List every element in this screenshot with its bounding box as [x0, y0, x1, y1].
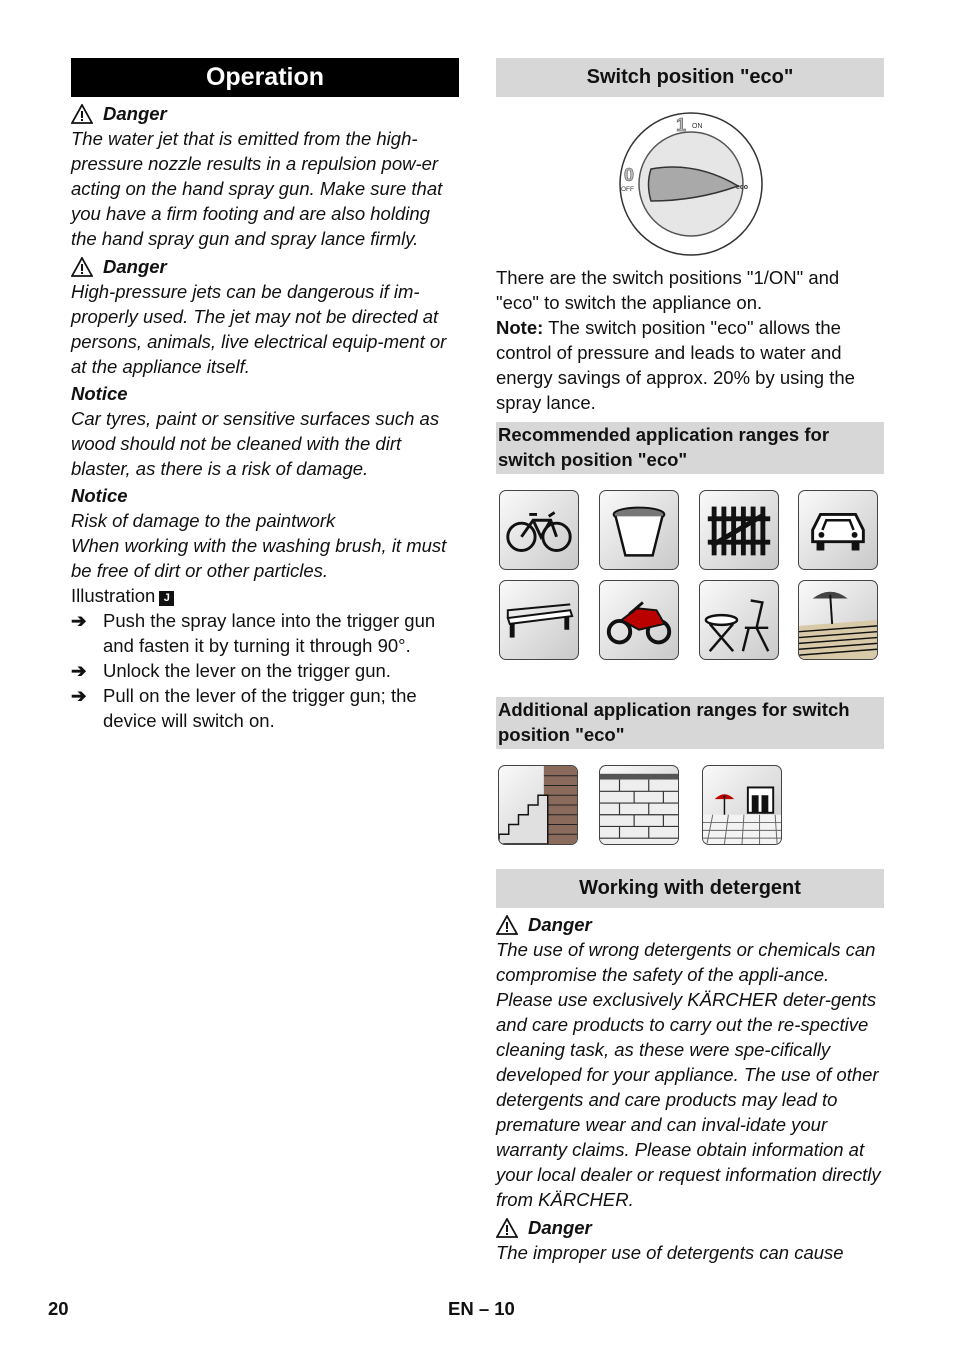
section-title-detergent: Working with detergent: [496, 869, 884, 908]
note-paragraph: [496, 315, 884, 415]
additional-icons-grid: [496, 749, 884, 865]
stone-stairs-icon: [498, 765, 578, 845]
danger-text-continued: Please use exclusively KÄRCHER deter-gents and care products to carry out the re-spective cleaning task, as these were spe-cifically developed for your appliance. The use of other detergents and care products may lead to premature wear and can inval-idate your warranty claims. Please obtain information at your local dealer or request information directly from KÄRCHER.: [496, 989, 881, 1210]
instruction-step: [71, 608, 459, 658]
rotary-switch-icon: [616, 109, 766, 259]
flower-pot-icon: [599, 490, 679, 570]
warning-triangle-icon: [71, 257, 93, 277]
recommended-icons-grid: [496, 474, 884, 683]
page-number: 20: [48, 1298, 69, 1319]
danger-label-text: Danger: [103, 256, 167, 277]
danger-label: [496, 1215, 884, 1240]
arrow-right-icon: ➔: [71, 685, 87, 706]
motorcycle-icon: [599, 580, 679, 660]
danger-text: The improper use of detergents can cause: [496, 1242, 844, 1263]
switch-illustration: [496, 97, 884, 259]
danger-text: The water jet that is emitted from the high-pressure nozzle results in a repulsion pow-er acting on the hand spray gun. Make sure that you have a firm footing and are also holding the hand spray gun and spray lance firmly.: [71, 128, 443, 249]
arrow-right-icon: ➔: [71, 610, 87, 631]
section-title-operation: Operation: [71, 58, 459, 97]
notice-label: Notice: [71, 383, 128, 404]
warning-triangle-icon: [71, 104, 93, 124]
step-text: Push the spray lance into the trigger gun and fasten it by turning it through 90°.: [103, 610, 436, 656]
brick-wall-icon: [599, 765, 679, 845]
danger-label-text: Danger: [528, 1217, 592, 1238]
step-text: Unlock the lever on the trigger gun.: [103, 660, 391, 681]
switch-eco-label: eco: [736, 184, 749, 191]
instruction-step: [71, 683, 459, 733]
switch-intro-text: There are the switch positions "1/ON" and "eco" to switch the appliance on.: [496, 267, 840, 313]
left-column: [71, 58, 459, 733]
bicycle-icon: [499, 490, 579, 570]
recommended-ranges-title: Recommended application ranges for switch position "eco": [496, 422, 884, 474]
garden-furniture-icon: [699, 580, 779, 660]
switch-pos1: 1: [676, 115, 687, 135]
notice-subtitle: Risk of damage to the paintwork: [71, 510, 336, 531]
step-text: Pull on the lever of the trigger gun; the device will switch on.: [103, 685, 417, 731]
danger-label: [496, 912, 884, 937]
patio-tiles-icon: [702, 765, 782, 845]
wooden-fence-icon: [699, 490, 779, 570]
notice-label: Notice: [71, 485, 128, 506]
danger-label-text: Danger: [103, 103, 167, 124]
danger-text: High-pressure jets can be dangerous if im-properly used. The jet may not be directed at persons, animals, live electrical equip-ment or at the appliance itself.: [71, 281, 447, 377]
instruction-step: [71, 658, 459, 683]
right-column: [496, 58, 884, 1265]
notice-text: Car tyres, paint or sensitive surfaces such as wood should not be cleaned with the dirt blaster, as there is a risk of damage.: [71, 408, 440, 479]
section-title-eco: Switch position "eco": [496, 58, 884, 97]
illustration-text: Illustration: [71, 585, 156, 606]
danger-label: [71, 101, 459, 126]
switch-pos0: 0: [624, 165, 635, 185]
language-page-label: EN – 10: [448, 1298, 515, 1319]
danger-label: [71, 254, 459, 279]
switch-on-label: ON: [692, 123, 703, 130]
wooden-deck-icon: [798, 580, 878, 660]
illustration-reference: [71, 583, 459, 608]
additional-ranges-title: Additional application ranges for switch position "eco": [496, 697, 884, 749]
note-text: The switch position "eco" allows the control of pressure and leads to water and energy savings of approx. 20% by using the spray lance.: [496, 317, 855, 413]
car-icon: [798, 490, 878, 570]
switch-off-label: OFF: [621, 186, 634, 193]
garden-bench-icon: [499, 580, 579, 660]
notice-text: When working with the washing brush, it must be free of dirt or other particles.: [71, 535, 447, 581]
danger-text: The use of wrong detergents or chemicals can compromise the safety of the appli-ance.: [496, 939, 876, 985]
illustration-badge: J: [159, 591, 174, 606]
danger-label-text: Danger: [528, 914, 592, 935]
arrow-right-icon: ➔: [71, 660, 87, 681]
warning-triangle-icon: [496, 1218, 518, 1238]
note-label: Note:: [496, 317, 544, 338]
warning-triangle-icon: [496, 915, 518, 935]
